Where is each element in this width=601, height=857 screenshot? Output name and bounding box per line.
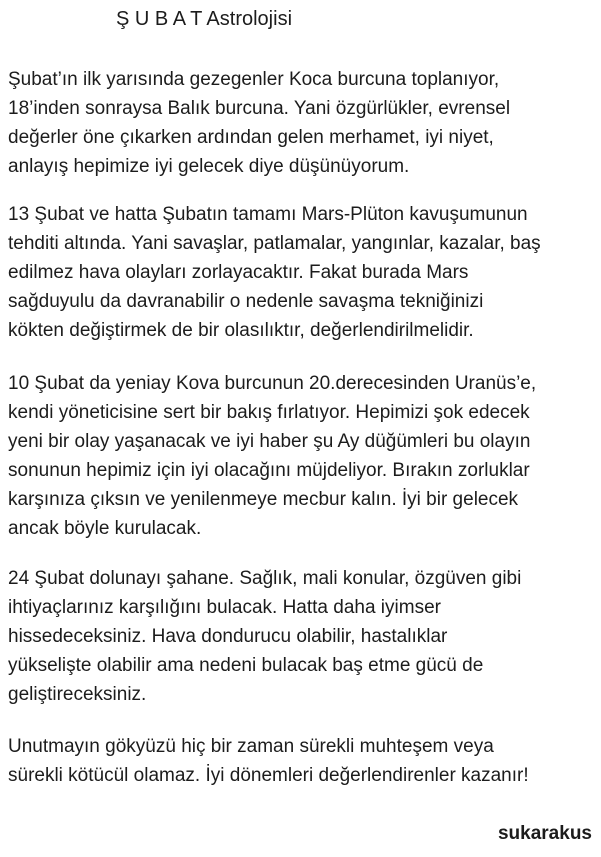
text-line: değerler öne çıkarken ardından gelen merhamet, iyi niyet, <box>8 127 494 148</box>
text-line: yükselişte olabilir ama nedeni bulacak baş etme gücü de <box>8 655 484 676</box>
text-line: sonunun hepimiz için iyi olacağını müjdeliyor. Bırakın zorluklar <box>8 460 530 481</box>
text-line: 13 Şubat ve hatta Şubatın tamamı Mars-Plüton kavuşumunun <box>8 204 528 225</box>
text-line: 10 Şubat da yeniay Kova burcunun 20.derecesinden Uranüs’e, <box>8 373 537 394</box>
text-line: tehditi altında. Yani savaşlar, patlamalar, yangınlar, kazalar, baş <box>8 233 541 254</box>
text-line: geliştireceksiniz. <box>8 684 147 705</box>
text-line: ancak böyle kurulacak. <box>8 518 202 539</box>
text-line: 24 Şubat dolunayı şahane. Sağlık, mali konular, özgüven gibi <box>8 568 522 589</box>
text-line: ihtiyaçlarınız karşılığını bulacak. Hatta daha iyimser <box>8 597 441 618</box>
text-line: yeni bir olay yaşanacak ve iyi haber şu Ay düğümleri bu olayın <box>8 431 531 452</box>
text-line: anlayış hepimize iyi gelecek diye düşünüyorum. <box>8 156 410 177</box>
text-line: Unutmayın gökyüzü hiç bir zaman sürekli muhteşem veya <box>8 736 494 757</box>
author-signature: sukarakus <box>497 823 592 844</box>
text-line: hissedeceksiniz. Hava dondurucu olabilir, hastalıklar <box>8 626 448 647</box>
text-line: karşınıza çıksın ve yenilenmeye mecbur kalın. İyi bir gelecek <box>8 489 519 510</box>
text-line: edilmez hava olayları zorlayacaktır. Fakat burada Mars <box>8 262 469 283</box>
text-line: sürekli kötücül olamaz. İyi dönemleri değerlendirenler kazanır! <box>8 765 529 786</box>
paragraph-february-overview <box>8 65 598 181</box>
text-line: sağduyulu da davranabilir o nedenle savaşma tekniğinizi <box>8 291 484 312</box>
paragraph-mars-pluto <box>8 200 598 345</box>
paragraph-full-moon <box>8 564 598 709</box>
paragraph-new-moon <box>8 369 598 543</box>
text-line: 18’inden sonraysa Balık burcuna. Yani özgürlükler, evrensel <box>8 98 511 119</box>
page-title: Ş U B A T Astrolojisi <box>116 8 293 30</box>
text-line: kökten değiştirmek de bir olasılıktır, değerlendirilmelidir. <box>8 320 474 341</box>
text-line: Şubat’ın ilk yarısında gezegenler Koca burcuna toplanıyor, <box>8 69 500 90</box>
paragraph-closing <box>8 732 598 790</box>
text-line: kendi yöneticisine sert bir bakış fırlatıyor. Hepimizi şok edecek <box>8 402 530 423</box>
